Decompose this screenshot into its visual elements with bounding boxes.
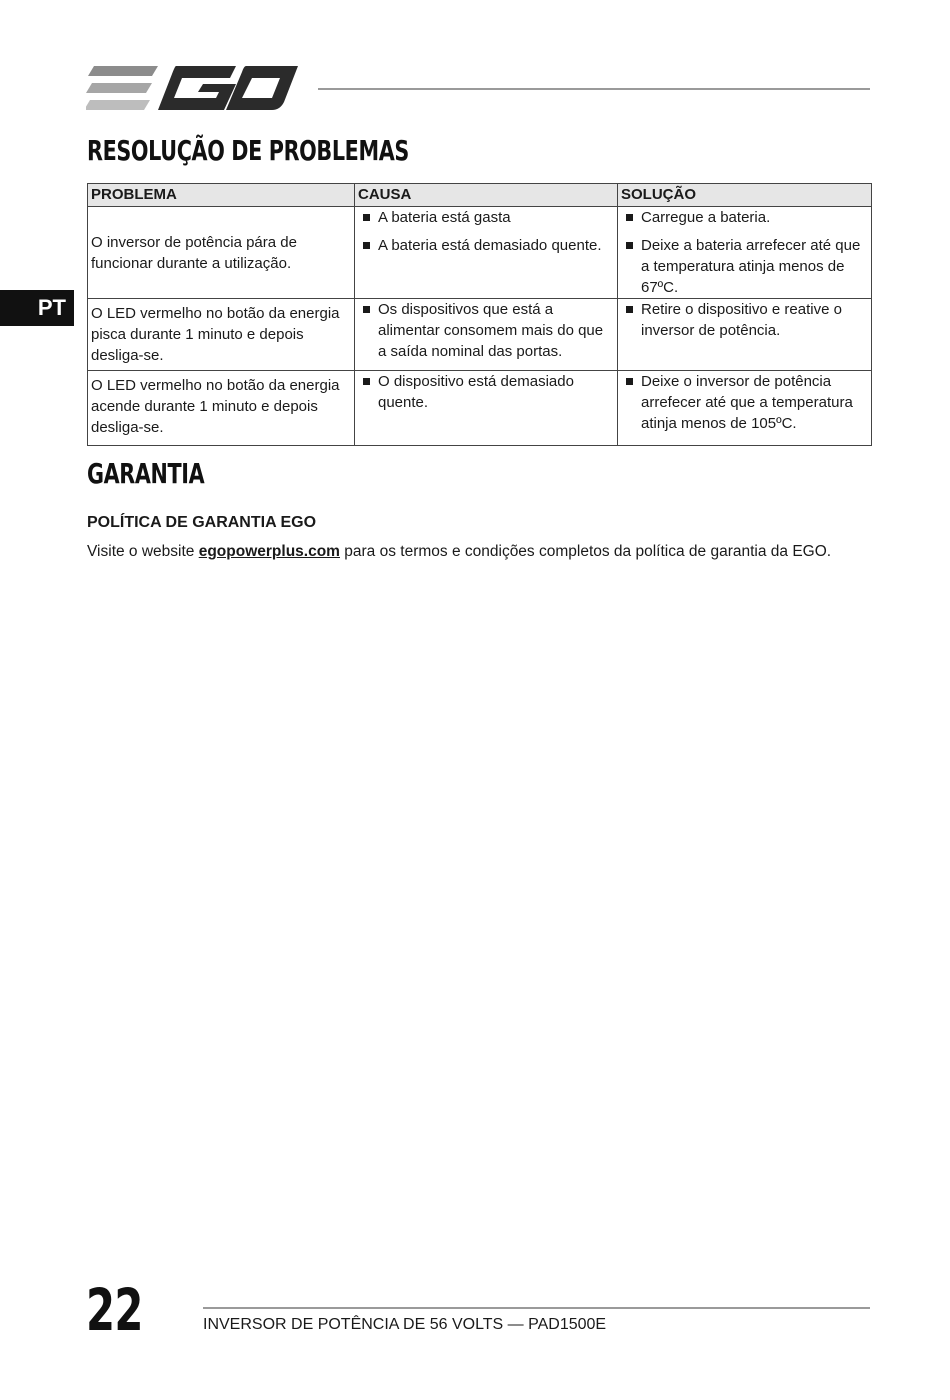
solution-cell bbox=[618, 299, 872, 371]
footer-rule bbox=[203, 1307, 870, 1309]
cause-cell bbox=[355, 299, 618, 371]
problem-cell: O LED vermelho no botão da energia pisca durante 1 minuto e depois desliga-se. bbox=[88, 299, 355, 371]
warranty-text-before: Visite o website bbox=[87, 543, 199, 560]
language-tab: PT bbox=[0, 290, 74, 326]
cause-cell bbox=[355, 371, 618, 446]
troubleshooting-title: RESOLUÇÃO DE PROBLEMAS bbox=[87, 134, 409, 167]
warranty-paragraph bbox=[87, 543, 831, 561]
warranty-link[interactable]: egopowerplus.com bbox=[198, 543, 340, 560]
warranty-title: GARANTIA bbox=[87, 457, 205, 490]
solution-item: Retire o dispositivo e reative o inversor de potência. bbox=[621, 299, 869, 341]
table-header-row bbox=[88, 184, 872, 207]
problem-cell: O LED vermelho no botão da energia acende durante 1 minuto e depois desliga-se. bbox=[88, 371, 355, 446]
header-cause: CAUSA bbox=[355, 184, 618, 207]
table-row bbox=[88, 371, 872, 446]
warranty-subheading: POLÍTICA DE GARANTIA EGO bbox=[87, 514, 317, 531]
header-solution: SOLUÇÃO bbox=[618, 184, 872, 207]
table-row bbox=[88, 299, 872, 371]
cause-item: Os dispositivos que está a alimentar consomem mais do que a saída nominal das portas. bbox=[358, 299, 615, 362]
cause-cell bbox=[355, 207, 618, 299]
warranty-text-after: para os termos e condições completos da política de garantia da EGO. bbox=[339, 543, 832, 560]
table-row bbox=[88, 207, 872, 299]
header-problem: PROBLEMA bbox=[88, 184, 355, 207]
solution-item: Carregue a bateria. bbox=[621, 207, 869, 228]
solution-item: Deixe a bateria arrefecer até que a temperatura atinja menos de 67ºC. bbox=[621, 235, 869, 298]
header-rule bbox=[318, 88, 870, 90]
solution-cell bbox=[618, 207, 872, 299]
footer-title: INVERSOR DE POTÊNCIA DE 56 VOLTS — PAD1500E bbox=[203, 1316, 607, 1333]
problem-cell: O inversor de potência pára de funcionar durante a utilização. bbox=[88, 207, 355, 299]
page-number: 22 bbox=[86, 1276, 143, 1344]
solution-cell bbox=[618, 371, 872, 446]
solution-item: Deixe o inversor de potência arrefecer até que a temperatura atinja menos de 105ºC. bbox=[621, 371, 869, 434]
cause-item: A bateria está gasta bbox=[358, 207, 615, 228]
cause-item: A bateria está demasiado quente. bbox=[358, 235, 615, 256]
troubleshooting-table bbox=[87, 183, 872, 446]
cause-item: O dispositivo está demasiado quente. bbox=[358, 371, 615, 413]
ego-logo bbox=[86, 64, 298, 112]
